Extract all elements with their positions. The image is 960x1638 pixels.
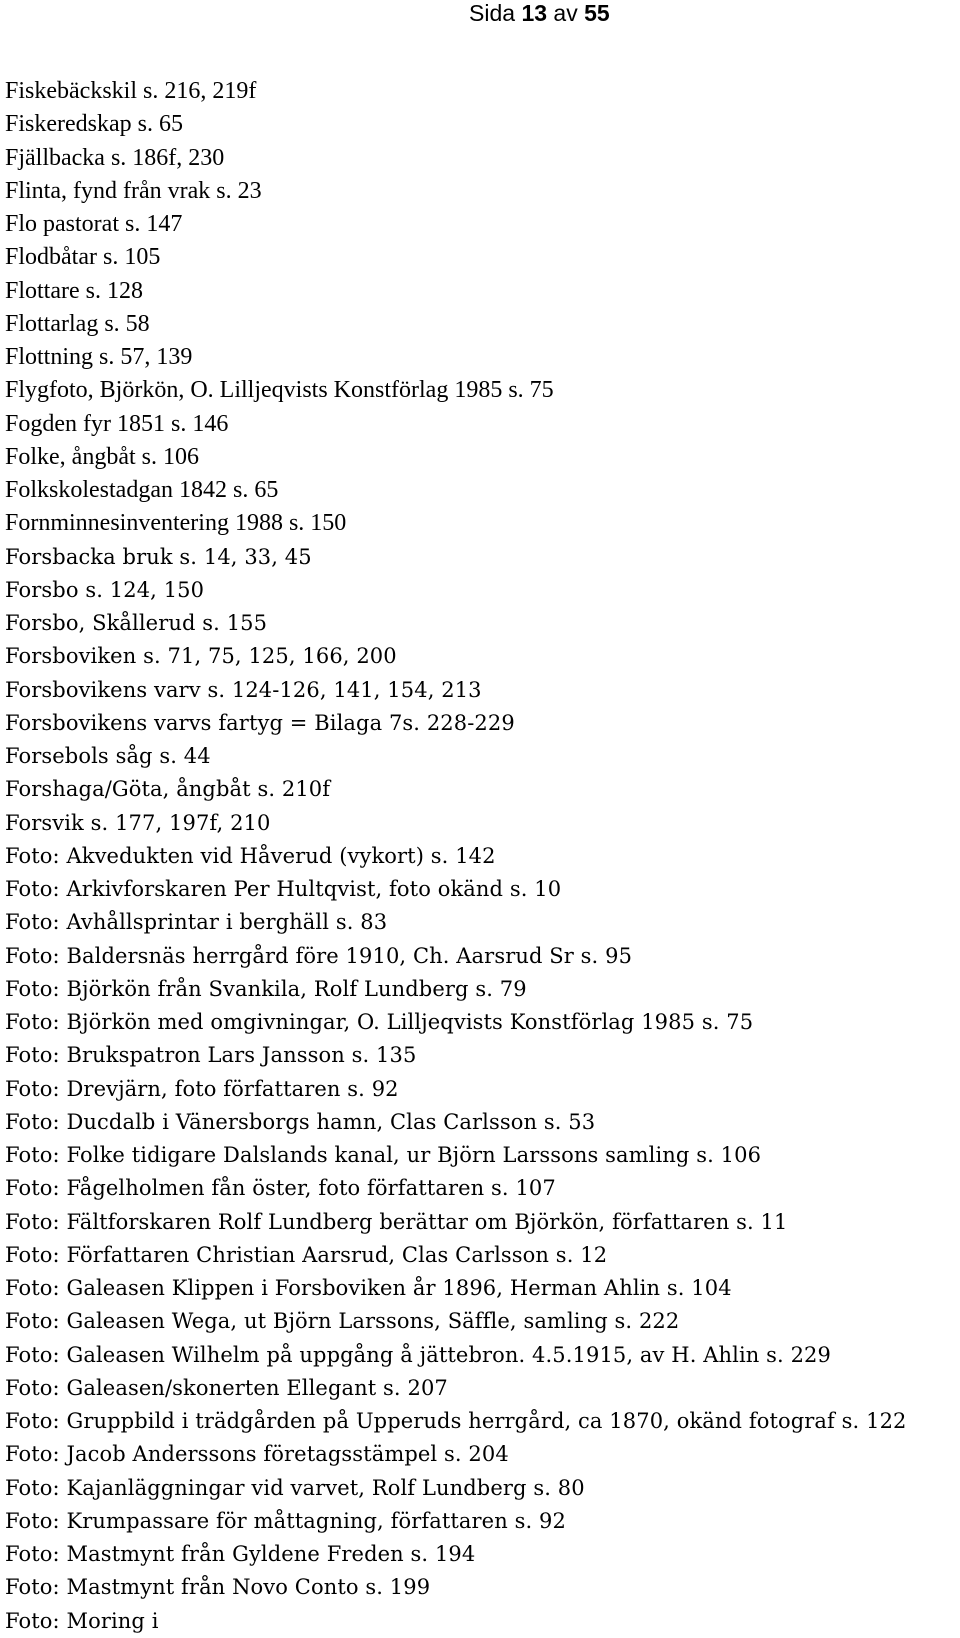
index-entry: Flinta, fynd från vrak s. 23	[5, 177, 262, 204]
current-page-number: 13	[521, 0, 548, 26]
index-entry: Forsbovikens varvs fartyg = Bilaga 7s. 228-229	[5, 710, 515, 735]
index-entry: Forsbo, Skållerud s. 155	[5, 611, 268, 635]
index-entry: Fiskebäckskil s. 216, 219f	[5, 78, 257, 104]
index-entry: Flo pastorat s. 147	[5, 211, 183, 237]
index-entry: Fogden fyr 1851 s. 146	[5, 410, 229, 437]
index-entry: Fjällbacka s. 186f, 230	[5, 144, 225, 171]
index-entry: Foto: Baldersnäs herrgård före 1910, Ch. Aarsrud Sr s. 95	[5, 943, 633, 968]
index-entry-list	[5, 75, 955, 1638]
index-entry: Fiskeredskap s. 65	[5, 111, 183, 138]
index-entry: Foto: Kajanläggningar vid varvet, Rolf Lundberg s. 80	[5, 1475, 585, 1500]
index-entry: Forsbacka bruk s. 14, 33, 45	[5, 544, 312, 569]
index-entry: Foto: Galeasen Wega, ut Björn Larssons, Säffle, samling s. 222	[5, 1309, 680, 1334]
index-entry: Foto: Björkön från Svankila, Rolf Lundberg s. 79	[5, 976, 527, 1001]
index-entry: Forsvik s. 177, 197f, 210	[5, 810, 271, 835]
index-entry: Foto: Avhållsprintar i berghäll s. 83	[5, 910, 388, 935]
index-entry: Folke, ångbåt s. 106	[5, 443, 199, 470]
index-entry: Foto: Författaren Christian Aarsrud, Clas Carlsson s. 12	[5, 1242, 608, 1267]
index-entry: Forsebols såg s. 44	[5, 744, 211, 768]
index-entry: Foto: Folke tidigare Dalslands kanal, ur Björn Larssons samling s. 106	[5, 1143, 762, 1167]
index-entry: Foto: Björkön med omgivningar, O. Lilljeqvists Konstförlag 1985 s. 75	[5, 1010, 754, 1034]
index-entry: Foto: Galeasen/skonerten Ellegant s. 207	[5, 1375, 448, 1400]
index-entry: Flygfoto, Björkön, O. Lilljeqvists Konstförlag 1985 s. 75	[5, 377, 554, 404]
index-entry: Foto: Fågelholmen fån öster, foto författaren s. 107	[5, 1176, 556, 1201]
index-entry: Foto: Galeasen Klippen i Forsboviken år 1896, Herman Ahlin s. 104	[5, 1276, 732, 1300]
index-entry: Forsbo s. 124, 150	[5, 577, 205, 602]
index-entry: Foto: Mastmynt från Novo Conto s. 199	[5, 1575, 431, 1600]
index-entry: Forsboviken s. 71, 75, 125, 166, 200	[5, 644, 397, 669]
index-entry: Foto: Akvedukten vid Håverud (vykort) s. 142	[5, 843, 496, 868]
index-entry: Foto: Jacob Anderssons företagsstämpel s. 204	[5, 1442, 509, 1467]
index-entry: Flottare s. 128	[5, 277, 143, 304]
total-page-count: 55	[584, 0, 610, 26]
index-entry: Forshaga/Göta, ångbåt s. 210f	[5, 777, 331, 802]
index-entry: Foto: Galeasen Wilhelm på uppgång å jättebron. 4.5.1915, av H. Ahlin s. 229	[5, 1342, 831, 1367]
index-entry: Foto: Mastmynt från Gyldene Freden s. 194	[5, 1542, 476, 1566]
index-entry: Foto: Krumpassare för måttagning, författaren s. 92	[5, 1508, 566, 1533]
index-entry: Flottarlag s. 58	[5, 310, 150, 337]
index-entry: Foto: Fältforskaren Rolf Lundberg berättar om Björkön, författaren s. 11	[5, 1209, 788, 1234]
index-entry: Foto: Drevjärn, foto författaren s. 92	[5, 1076, 399, 1101]
index-entry: Flottning s. 57, 139	[5, 344, 193, 370]
index-entry: Foto: Gruppbild i trädgården på Upperuds herrgård, ca 1870, okänd fotograf s. 122	[5, 1409, 907, 1433]
page-indicator	[469, 0, 610, 26]
index-entry: Foto: Arkivforskaren Per Hultqvist, foto okänd s. 10	[5, 877, 562, 901]
page-of-label: av	[553, 0, 578, 26]
page-prefix: Sida	[469, 0, 516, 26]
index-entry: Flodbåtar s. 105	[5, 244, 161, 271]
index-entry: Foto: Brukspatron Lars Jansson s. 135	[5, 1043, 417, 1068]
index-entry: Foto: Ducdalb i Vänersborgs hamn, Clas Carlsson s. 53	[5, 1109, 596, 1134]
index-entry: Foto: Moring i	[5, 1608, 159, 1633]
index-entry: Folkskolestadgan 1842 s. 65	[5, 477, 279, 503]
index-entry: Fornminnesinventering 1988 s. 150	[5, 510, 347, 537]
index-entry: Forsbovikens varv s. 124-126, 141, 154, 213	[5, 677, 482, 702]
